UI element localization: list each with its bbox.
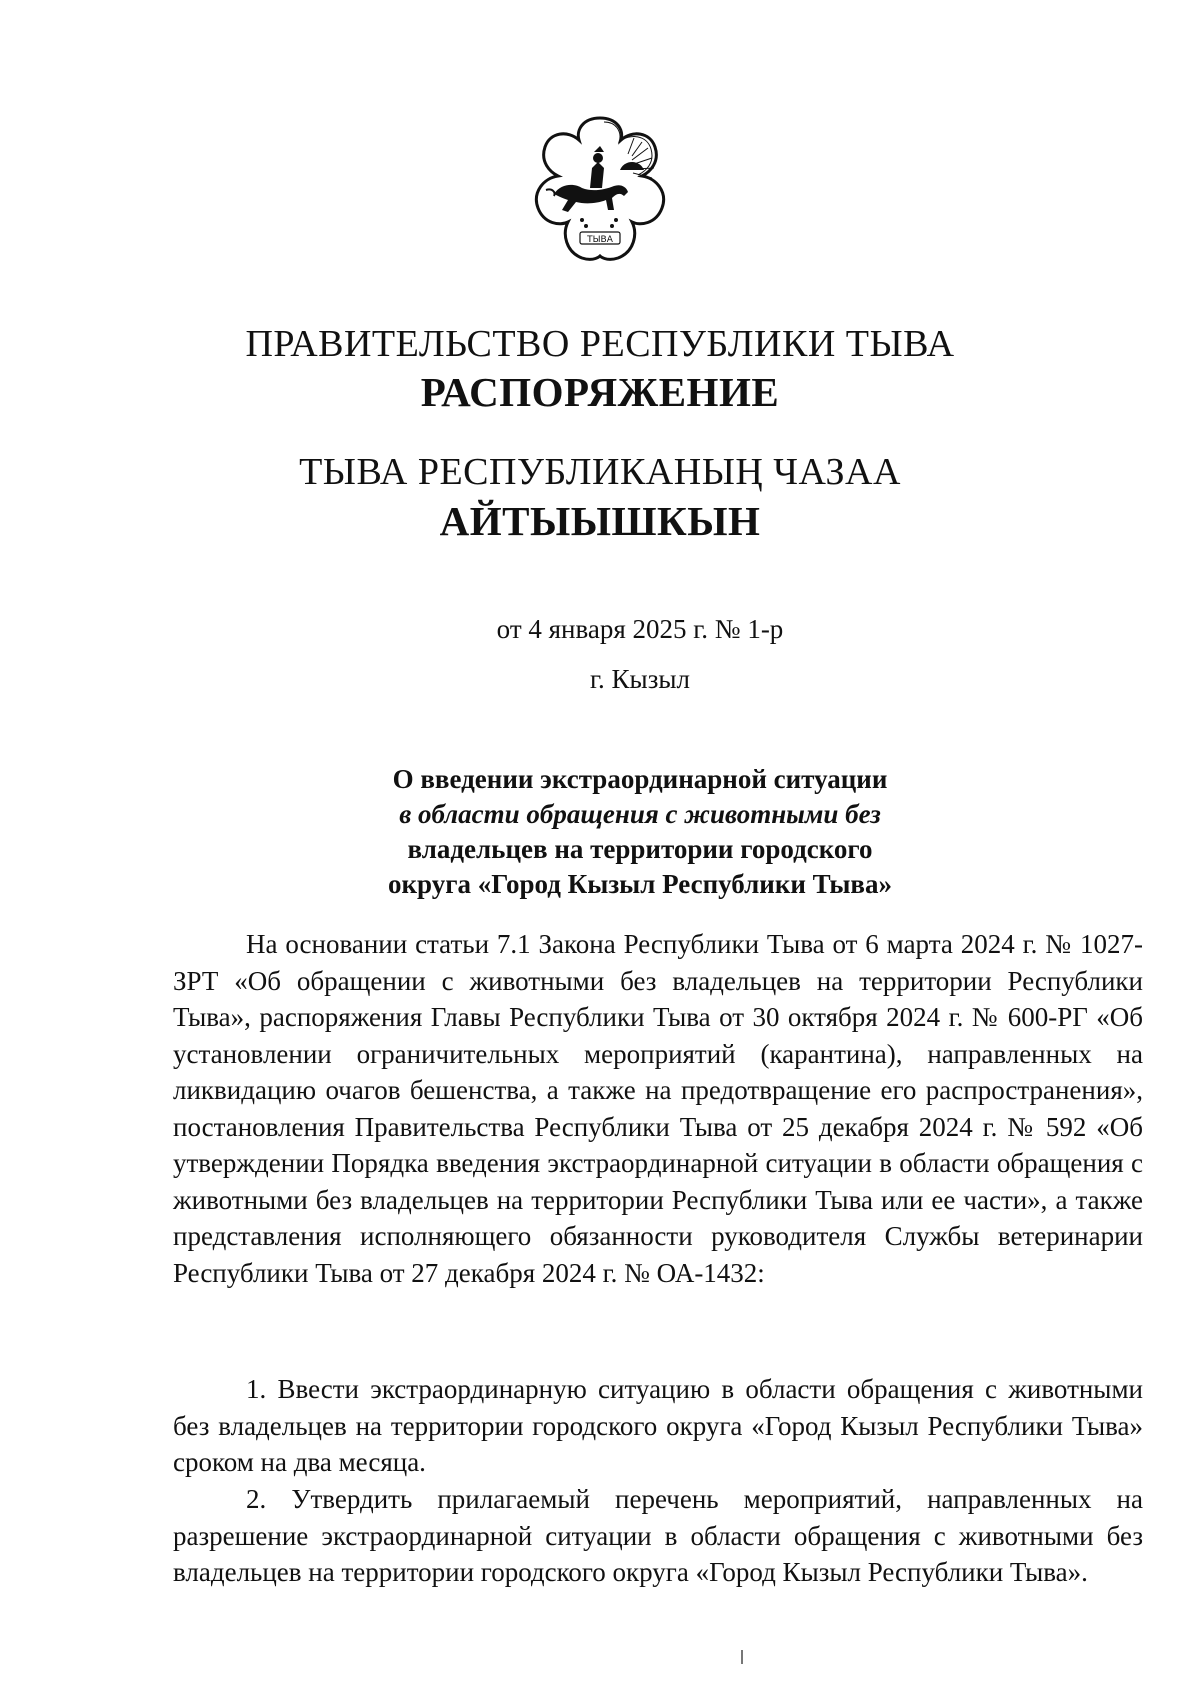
title-line: в области обращения с животными без bbox=[399, 799, 881, 829]
svg-text:ТЫВА: ТЫВА bbox=[587, 235, 613, 245]
preamble-text: На основании статьи 7.1 Закона Республики Тыва от 6 марта 2024 г. № 1027-ЗРТ «Об обращении с животными без владельцев на территории Республики Тыва», распоряжения Главы Республики Тыва от 30 октября 2024 г. № 600-РГ «Об установлении ограничительных мероприятий (карантина), направленных на ликвидацию очагов бешенства, а также на предотвращение его распространения», постановления Правительства Республики Тыва от 25 декабря 2024 г. № 592 «Об утверждении Порядка введения экстраординарной ситуации в области обращения с животными без владельцев на территории Республики Тыва или ее части», а также представления исполняющего обязанности руководителя Службы ветеринарии Республики Тыва от 27 декабря 2024 г. № ОА-1432: bbox=[173, 929, 1143, 1288]
tyva-emblem-icon bbox=[520, 112, 680, 272]
clause-2-text: 2. Утвердить прилагаемый перечень мероприятий, направленных на разрешение экстраординарной ситуации в области обращения с животными без владельцев на территории городского округа «Город Кызыл Республики Тыва». bbox=[173, 1484, 1143, 1587]
document-date-number: от 4 января 2025 г. № 1-р bbox=[496, 614, 784, 644]
title-line: владельцев на территории городского bbox=[407, 834, 873, 864]
clause-2 bbox=[173, 1481, 1143, 1591]
document-type-ru: РАСПОРЯЖЕНИЕ bbox=[420, 369, 780, 415]
document-title bbox=[340, 762, 940, 902]
document-city: г. Кызыл bbox=[590, 664, 690, 694]
government-name-ru: ПРАВИТЕЛЬСТВО РЕСПУБЛИКИ ТЫВА bbox=[245, 323, 955, 365]
government-name-tv: ТЫВА РЕСПУБЛИКАНЫҢ ЧАЗАА bbox=[299, 451, 901, 493]
clause-1-text: 1. Ввести экстраординарную ситуацию в области обращения с животными без владельцев на территории городского округа «Город Кызыл Республики Тыва» сроком на два месяца. bbox=[173, 1374, 1143, 1477]
document-type-tv: АЙТЫЫШКЫН bbox=[439, 498, 761, 544]
title-line: округа «Город Кызыл Республики Тыва» bbox=[387, 869, 893, 899]
clause-1 bbox=[173, 1371, 1143, 1481]
title-line: О введении экстраординарной ситуации bbox=[392, 764, 888, 794]
scan-mark bbox=[741, 1650, 743, 1664]
preamble-paragraph bbox=[173, 926, 1143, 1291]
